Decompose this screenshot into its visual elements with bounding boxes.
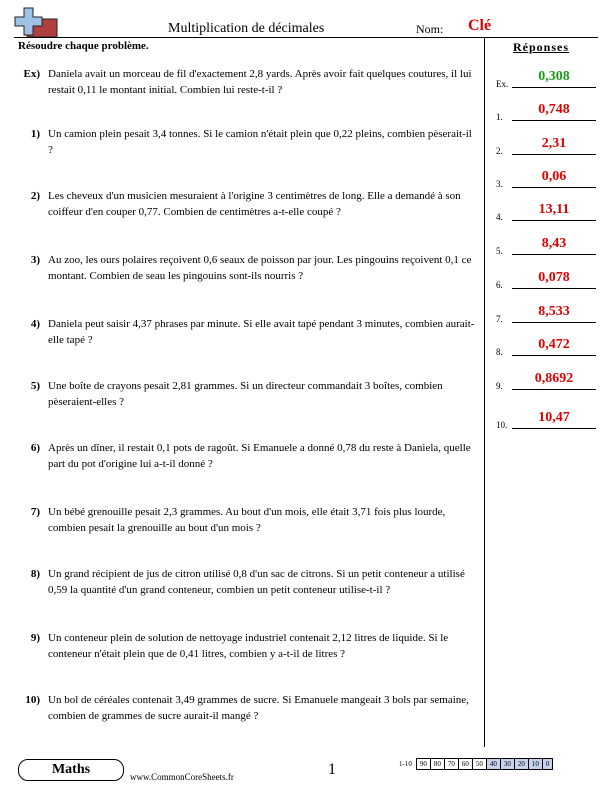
answer-label: 7. xyxy=(496,314,503,324)
problem-text: Un bébé grenouille pesait 2,3 grammes. Au bout d'un mois, elle était 3,71 fois plus lourde, combien pesait la grenouille au bout d'un mois ? xyxy=(48,506,446,534)
answer-line xyxy=(512,87,596,88)
score-cell: 50 xyxy=(472,759,486,770)
page-title: Multiplication de décimales xyxy=(168,21,325,36)
problem-number: 6) xyxy=(30,442,40,454)
plus-logo-icon xyxy=(12,6,58,40)
answer-line xyxy=(512,220,596,221)
answer-label: 10. xyxy=(496,420,508,430)
answer-value: 8,43 xyxy=(541,236,567,251)
problem-text: Un bol de céréales contenait 3,49 grammes de sucre. Si Emanuele mangeait 3 bols par semaine, combien de grammes de sucre aurait-il mangé ? xyxy=(48,694,469,722)
subject-badge: Maths xyxy=(18,759,124,781)
score-table xyxy=(396,758,553,770)
problem-number: 9) xyxy=(30,632,40,644)
answer-value: 10,47 xyxy=(538,410,570,425)
answer-label: 6. xyxy=(496,280,503,290)
answer-line xyxy=(512,428,596,429)
answer-line xyxy=(512,120,596,121)
problem-number: 5) xyxy=(30,380,40,392)
problem-number: 4) xyxy=(30,318,40,330)
problem-text: Une boîte de crayons pesait 2,81 grammes. Si un directeur commandait 3 boîtes, combien pèseraient-elles ? xyxy=(48,380,443,408)
score-cell: 10 xyxy=(528,759,542,770)
answer-label: 9. xyxy=(496,381,503,391)
answer-label: 2. xyxy=(496,146,503,156)
problem-text: Au zoo, les ours polaires reçoivent 0,6 seaux de poisson par jour. Les pingouins reçoivent 0,1 ce montant. Combien de seau les pingouins sont-ils nourris ? xyxy=(48,254,472,282)
score-cell: 20 xyxy=(514,759,528,770)
answer-line xyxy=(512,322,596,323)
problem-number: 1) xyxy=(30,128,40,140)
problem-number: 8) xyxy=(30,568,40,580)
score-cell: 40 xyxy=(486,759,500,770)
answer-value: 0,308 xyxy=(538,69,570,84)
answer-label: 8. xyxy=(496,347,503,357)
score-cell: 30 xyxy=(500,759,514,770)
problem-text: Daniela avait un morceau de fil d'exactement 2,8 yards. Après avoir fait quelques coutures, il lui restait 0,11 le montant initial. Combien lui reste-t-il ? xyxy=(48,68,472,96)
answer-line xyxy=(512,187,596,188)
answer-value: 0,8692 xyxy=(534,371,574,386)
answer-line xyxy=(512,254,596,255)
problem-number: Ex) xyxy=(23,68,40,80)
score-cell: 60 xyxy=(458,759,472,770)
site-url: www.CommonCoreSheets.fr xyxy=(130,772,234,782)
answer-label: Ex. xyxy=(496,79,509,89)
problem-text: Un camion plein pesait 3,4 tonnes. Si le camion n'était plein que 0,22 pleins, combien pèserait-il ? xyxy=(48,128,472,156)
score-cell: 70 xyxy=(444,759,458,770)
problem-number: 10) xyxy=(25,694,40,706)
answer-label: 4. xyxy=(496,212,503,222)
answer-value: 8,533 xyxy=(538,304,570,319)
problem-text: Les cheveux d'un musicien mesuraient à l'origine 3 centimètres de long. Elle a demandé à son coiffeur d'en couper 0,77. Combien de centimètres a-t-elle coupé ? xyxy=(48,190,461,218)
page-number: 1 xyxy=(328,761,336,778)
problem-number: 2) xyxy=(30,190,40,202)
problem-text: Un grand récipient de jus de citron utilisé 0,8 d'un sac de citrons. Si un petit conteneur a utilisé 0,59 la quantité d'un grand conteneur, combien un petit conteneur utilise-t-il ? xyxy=(48,568,465,596)
answer-value: 2,31 xyxy=(541,136,567,151)
problem-text: Un conteneur plein de solution de nettoyage industriel contenait 2,12 litres de liquide. Si le conteneur n'était plein que de 0,41 litres, combien y a-t-il de litres ? xyxy=(48,632,449,660)
answer-value: 0,078 xyxy=(538,270,570,285)
score-cell: 80 xyxy=(430,759,444,770)
problem-number: 7) xyxy=(30,506,40,518)
instructions: Résoudre chaque problème. xyxy=(18,40,149,52)
problem-number: 3) xyxy=(30,254,40,266)
answer-line xyxy=(512,288,596,289)
name-label: Nom: xyxy=(416,22,444,36)
name-value: Clé xyxy=(468,17,492,34)
answer-value: 0,472 xyxy=(538,337,570,352)
answer-label: 3. xyxy=(496,179,503,189)
answer-value: 0,748 xyxy=(538,102,570,117)
score-cell: 0 xyxy=(542,759,553,770)
answer-line xyxy=(512,355,596,356)
answer-value: 13,11 xyxy=(538,202,570,217)
answer-line xyxy=(512,389,596,390)
score-label: 1-10 xyxy=(399,760,412,768)
problem-text: Daniela peut saisir 4,37 phrases par minute. Si elle avait tapé pendant 3 minutes, combien aurait-elle tapé ? xyxy=(48,318,475,346)
answers-title: Réponses xyxy=(512,40,569,54)
score-cell: 90 xyxy=(416,759,430,770)
answer-label: 5. xyxy=(496,246,503,256)
answer-label: 1. xyxy=(496,112,503,122)
answer-line xyxy=(512,154,596,155)
answer-value: 0,06 xyxy=(541,169,567,184)
problem-text: Après un dîner, il restait 0,1 pots de ragoût. Si Emanuele a donné 0,78 du reste à Daniela, quelle part du pot d'origine lui a-t-il donné ? xyxy=(48,442,471,470)
